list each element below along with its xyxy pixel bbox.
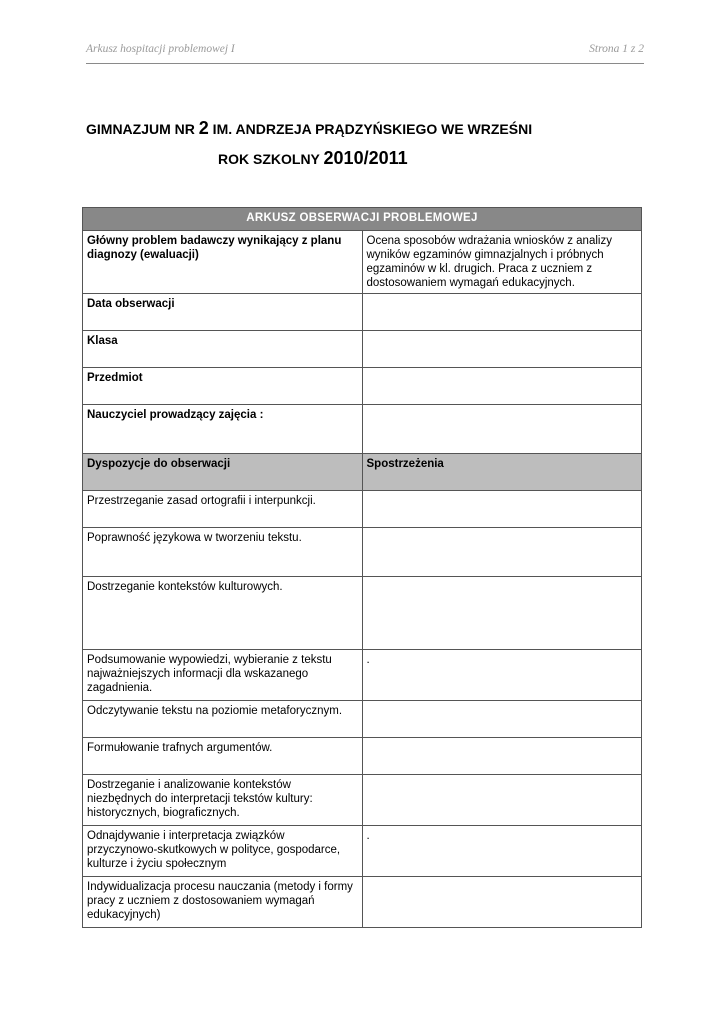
school-title-part1: GIMNAZJUM NR — [86, 121, 199, 137]
info-label: Nauczyciel prowadzący zajęcia : — [83, 405, 363, 454]
table-row — [83, 775, 642, 826]
table-row — [83, 701, 642, 738]
column-header-dispositions: Dyspozycje do obserwacji — [83, 454, 363, 491]
observation-item: Podsumowanie wypowiedzi, wybieranie z tekstu najważniejszych informacji dla wskazanego zagadnienia. — [83, 650, 363, 701]
table-heading-row — [83, 208, 642, 231]
observation-item: Przestrzeganie zasad ortografii i interpunkcji. — [83, 491, 363, 528]
table-row — [83, 577, 642, 650]
school-year-title — [218, 148, 408, 169]
table-row — [83, 738, 642, 775]
table-row — [83, 528, 642, 577]
observation-note[interactable] — [362, 775, 642, 826]
header-document-name: Arkusz hospitacji problemowej I — [86, 43, 235, 55]
observation-item: Poprawność językowa w tworzeniu tekstu. — [83, 528, 363, 577]
observation-note[interactable] — [362, 738, 642, 775]
table-heading: ARKUSZ OBSERWACJI PROBLEMOWEJ — [83, 208, 642, 231]
info-label: Przedmiot — [83, 368, 363, 405]
info-value[interactable] — [362, 294, 642, 331]
observation-note[interactable] — [362, 577, 642, 650]
observation-note[interactable] — [362, 877, 642, 928]
info-row — [83, 405, 642, 454]
observation-note[interactable] — [362, 491, 642, 528]
info-label: Data obserwacji — [83, 294, 363, 331]
info-row — [83, 294, 642, 331]
school-title — [86, 118, 686, 139]
school-title-part2: IM. ANDRZEJA PRĄDZYŃSKIEGO WE WRZEŚNI — [208, 121, 533, 137]
observation-item: Odnajdywanie i interpretacja związków przyczynowo-skutkowych w polityce, gospodarce, kulturze i życiu społecznym — [83, 826, 363, 877]
school-year-value: 2010/2011 — [323, 148, 408, 168]
observation-note[interactable]: . — [362, 826, 642, 877]
research-problem-row — [83, 231, 642, 294]
info-value[interactable] — [362, 405, 642, 454]
school-year-label: ROK SZKOLNY — [218, 151, 324, 167]
table-row — [83, 877, 642, 928]
observation-item: Odczytywanie tekstu na poziomie metaforycznym. — [83, 701, 363, 738]
observation-item: Formułowanie trafnych argumentów. — [83, 738, 363, 775]
header-page-number: Strona 1 z 2 — [589, 43, 644, 55]
page-header — [86, 40, 644, 64]
observation-note[interactable] — [362, 701, 642, 738]
info-value[interactable] — [362, 331, 642, 368]
info-label: Klasa — [83, 331, 363, 368]
column-header-row — [83, 454, 642, 491]
observation-note[interactable]: . — [362, 650, 642, 701]
observation-item: Dostrzeganie i analizowanie kontekstów niezbędnych do interpretacji tekstów kultury: historycznych, biograficznych. — [83, 775, 363, 826]
table-row — [83, 650, 642, 701]
column-header-observations: Spostrzeżenia — [362, 454, 642, 491]
info-row — [83, 331, 642, 368]
research-problem-value: Ocena sposobów wdrażania wniosków z analizy wyników egzaminów gimnazjalnych i próbnych egzaminów w kl. drugich. Praca z uczniem z dostosowaniem wymagań edukacyjnych. — [362, 231, 642, 294]
observation-item: Indywidualizacja procesu nauczania (metody i formy pracy z uczniem z dostosowaniem wymagań edukacyjnych) — [83, 877, 363, 928]
table-row — [83, 826, 642, 877]
observation-table — [82, 207, 642, 928]
observation-note[interactable] — [362, 528, 642, 577]
info-value[interactable] — [362, 368, 642, 405]
research-problem-label: Główny problem badawczy wynikający z planu diagnozy (ewaluacji) — [83, 231, 363, 294]
info-row — [83, 368, 642, 405]
school-number: 2 — [198, 118, 209, 138]
observation-item: Dostrzeganie kontekstów kulturowych. — [83, 577, 363, 650]
table-row — [83, 491, 642, 528]
